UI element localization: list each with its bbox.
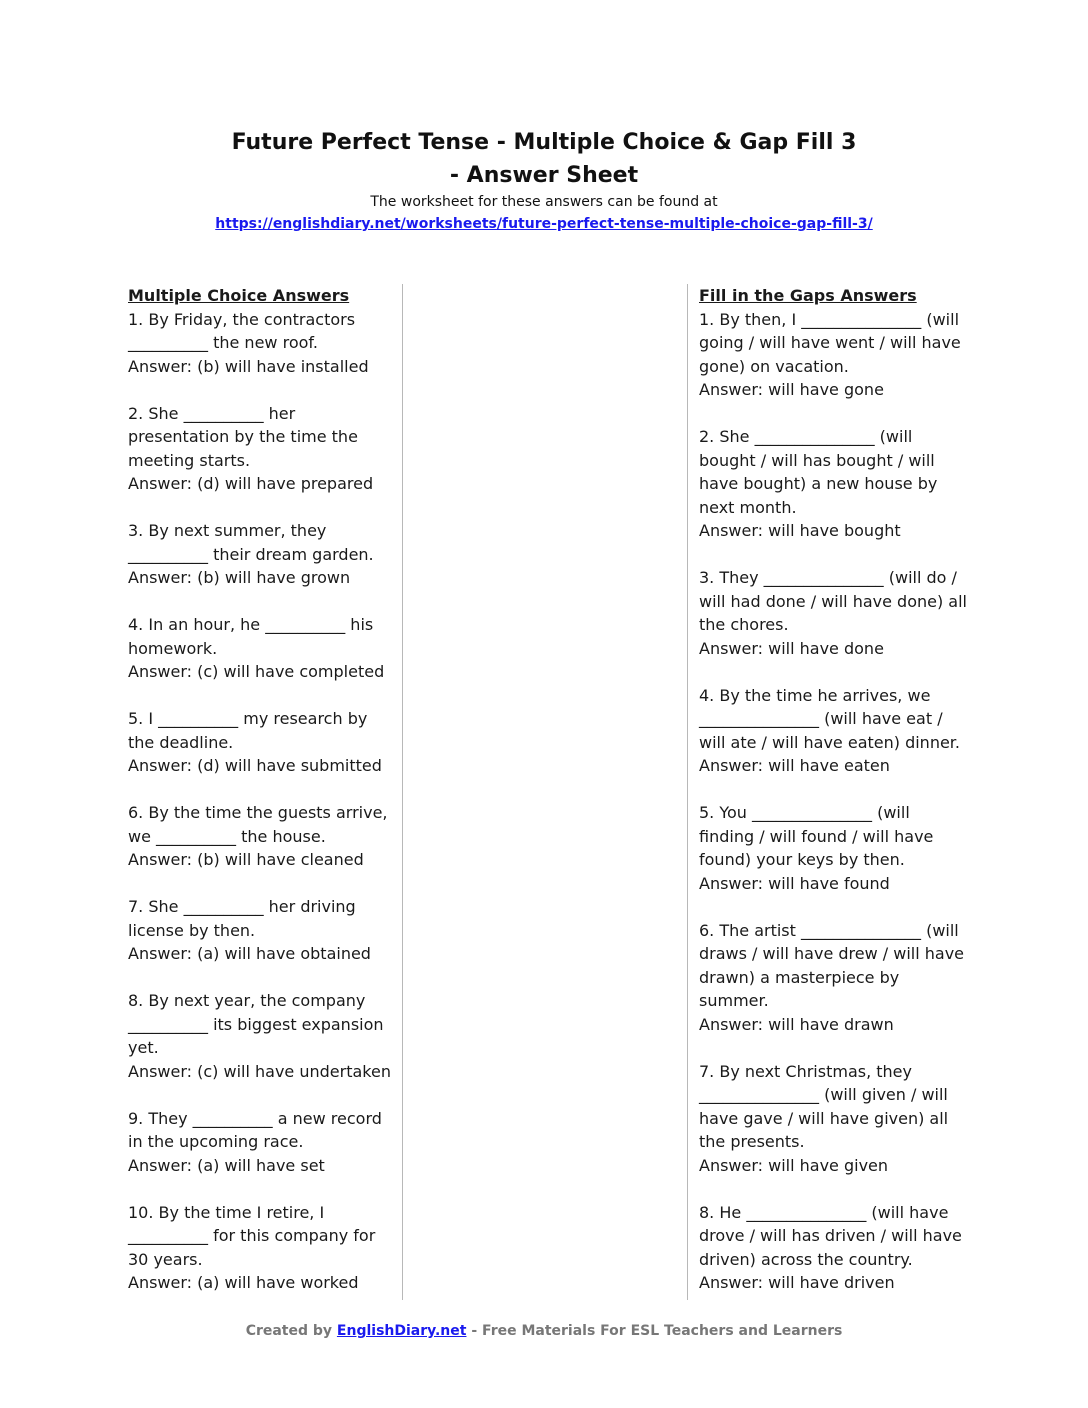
gap-fill-heading: Fill in the Gaps Answers [699, 286, 917, 305]
gap-fill-question: 6. The artist _______________ (will draws / will have drew / will have drawn) a masterpiece by summer. [699, 920, 965, 1010]
multiple-choice-question: 4. In an hour, he __________ his homework. [128, 615, 374, 658]
multiple-choice-answer: Answer: (d) will have prepared [128, 474, 374, 493]
multiple-choice-answer: Answer: (c) will have undertaken [128, 1061, 391, 1081]
column-divider-left [402, 284, 403, 1300]
gap-fill-answer: Answer: will have drawn [699, 1014, 894, 1034]
multiple-choice-item-3 [128, 519, 394, 590]
multiple-choice-item-6 [128, 801, 394, 872]
gap-fill-item-5 [699, 801, 969, 895]
multiple-choice-question: 8. By next year, the company __________ its biggest expansion yet. [128, 991, 384, 1057]
gap-fill-list [699, 308, 969, 1295]
footer-site-link[interactable]: EnglishDiary.net [336, 1323, 467, 1339]
multiple-choice-item-9 [128, 1107, 394, 1178]
multiple-choice-answer: Answer: (b) will have cleaned [128, 850, 364, 869]
multiple-choice-list [128, 308, 394, 1295]
multiple-choice-answer: Answer: (d) will have submitted [128, 756, 382, 775]
footer [100, 1320, 988, 1342]
gap-fill-question: 2. She _______________ (will bought / will has bought / will have bought) a new house by next month. [699, 427, 938, 517]
multiple-choice-item-2 [128, 402, 394, 496]
gap-fill-item-4 [699, 684, 969, 778]
gap-fill-item-8 [699, 1201, 969, 1295]
multiple-choice-item-1 [128, 308, 394, 379]
gap-fill-question: 5. You _______________ (will finding / will found / will have found) your keys by then. [699, 803, 934, 869]
footer-suffix: - Free Materials For ESL Teachers and Learners [466, 1323, 843, 1339]
multiple-choice-question: 10. By the time I retire, I __________ for this company for 30 years. [128, 1202, 376, 1269]
column-divider-right [687, 284, 688, 1300]
multiple-choice-question: 5. I __________ my research by the deadline. [128, 709, 368, 752]
gap-fill-section [699, 284, 969, 1318]
multiple-choice-answer: Answer: (a) will have obtained [128, 944, 371, 963]
gap-fill-item-7 [699, 1060, 969, 1178]
multiple-choice-item-7 [128, 895, 394, 966]
multiple-choice-answer: Answer: (b) will have grown [128, 568, 351, 587]
gap-fill-answer: Answer: will have bought [699, 521, 901, 540]
title-line-2: - Answer Sheet [449, 163, 639, 188]
multiple-choice-section [128, 284, 394, 1318]
multiple-choice-question: 9. They __________ a new record in the upcoming race. [128, 1108, 382, 1151]
gap-fill-answer: Answer: will have found [699, 873, 890, 893]
multiple-choice-answer: Answer: (a) will have worked [128, 1273, 359, 1292]
multiple-choice-item-5 [128, 707, 394, 778]
multiple-choice-answer: Answer: (c) will have completed [128, 662, 385, 681]
worksheet-link[interactable]: https://englishdiary.net/worksheets/future-perfect-tense-multiple-choice-gap-fill-3/ [215, 216, 873, 232]
gap-fill-answer: Answer: will have done [699, 638, 884, 658]
worksheet-note: The worksheet for these answers can be found at [370, 194, 718, 210]
gap-fill-answer: Answer: will have given [699, 1155, 889, 1175]
gap-fill-item-3 [699, 566, 969, 660]
multiple-choice-question: 6. By the time the guests arrive, we __________ the house. [128, 803, 388, 846]
gap-fill-question: 8. He _______________ (will have drove / will has driven / will have driven) across the country. [699, 1202, 962, 1269]
gap-fill-answer: Answer: will have eaten [699, 756, 890, 775]
gap-fill-question: 7. By next Christmas, they _______________ (will given / will have gave / will have given) all the presents. [699, 1061, 949, 1151]
gap-fill-question: 1. By then, I _______________ (will going / will have went / will have gone) on vacation. [699, 309, 961, 376]
gap-fill-item-1 [699, 308, 969, 402]
multiple-choice-item-10 [128, 1201, 394, 1295]
multiple-choice-question: 3. By next summer, they __________ their dream garden. [128, 521, 374, 564]
gap-fill-answer: Answer: will have driven [699, 1273, 895, 1292]
gap-fill-question: 3. They _______________ (will do / will had done / will have done) all the chores. [699, 568, 967, 634]
gap-fill-question: 4. By the time he arrives, we _______________ (will have eat / will ate / will have eaten) dinner. [699, 685, 960, 752]
multiple-choice-item-4 [128, 613, 394, 684]
gap-fill-item-2 [699, 425, 969, 543]
multiple-choice-question: 7. She __________ her driving license by then. [128, 897, 356, 940]
multiple-choice-item-8 [128, 989, 394, 1083]
page-title [180, 126, 908, 192]
title-line-1: Future Perfect Tense - Multiple Choice & Gap Fill 3 [231, 130, 857, 155]
footer-prefix: Created by [245, 1323, 337, 1339]
gap-fill-answer: Answer: will have gone [699, 380, 884, 399]
multiple-choice-question: 2. She __________ her presentation by the time the meeting starts. [128, 403, 358, 470]
multiple-choice-answer: Answer: (a) will have set [128, 1155, 325, 1175]
gap-fill-item-6 [699, 919, 969, 1037]
multiple-choice-heading: Multiple Choice Answers [128, 286, 350, 305]
multiple-choice-question: 1. By Friday, the contractors __________ the new roof. [128, 309, 356, 352]
multiple-choice-answer: Answer: (b) will have installed [128, 356, 369, 376]
